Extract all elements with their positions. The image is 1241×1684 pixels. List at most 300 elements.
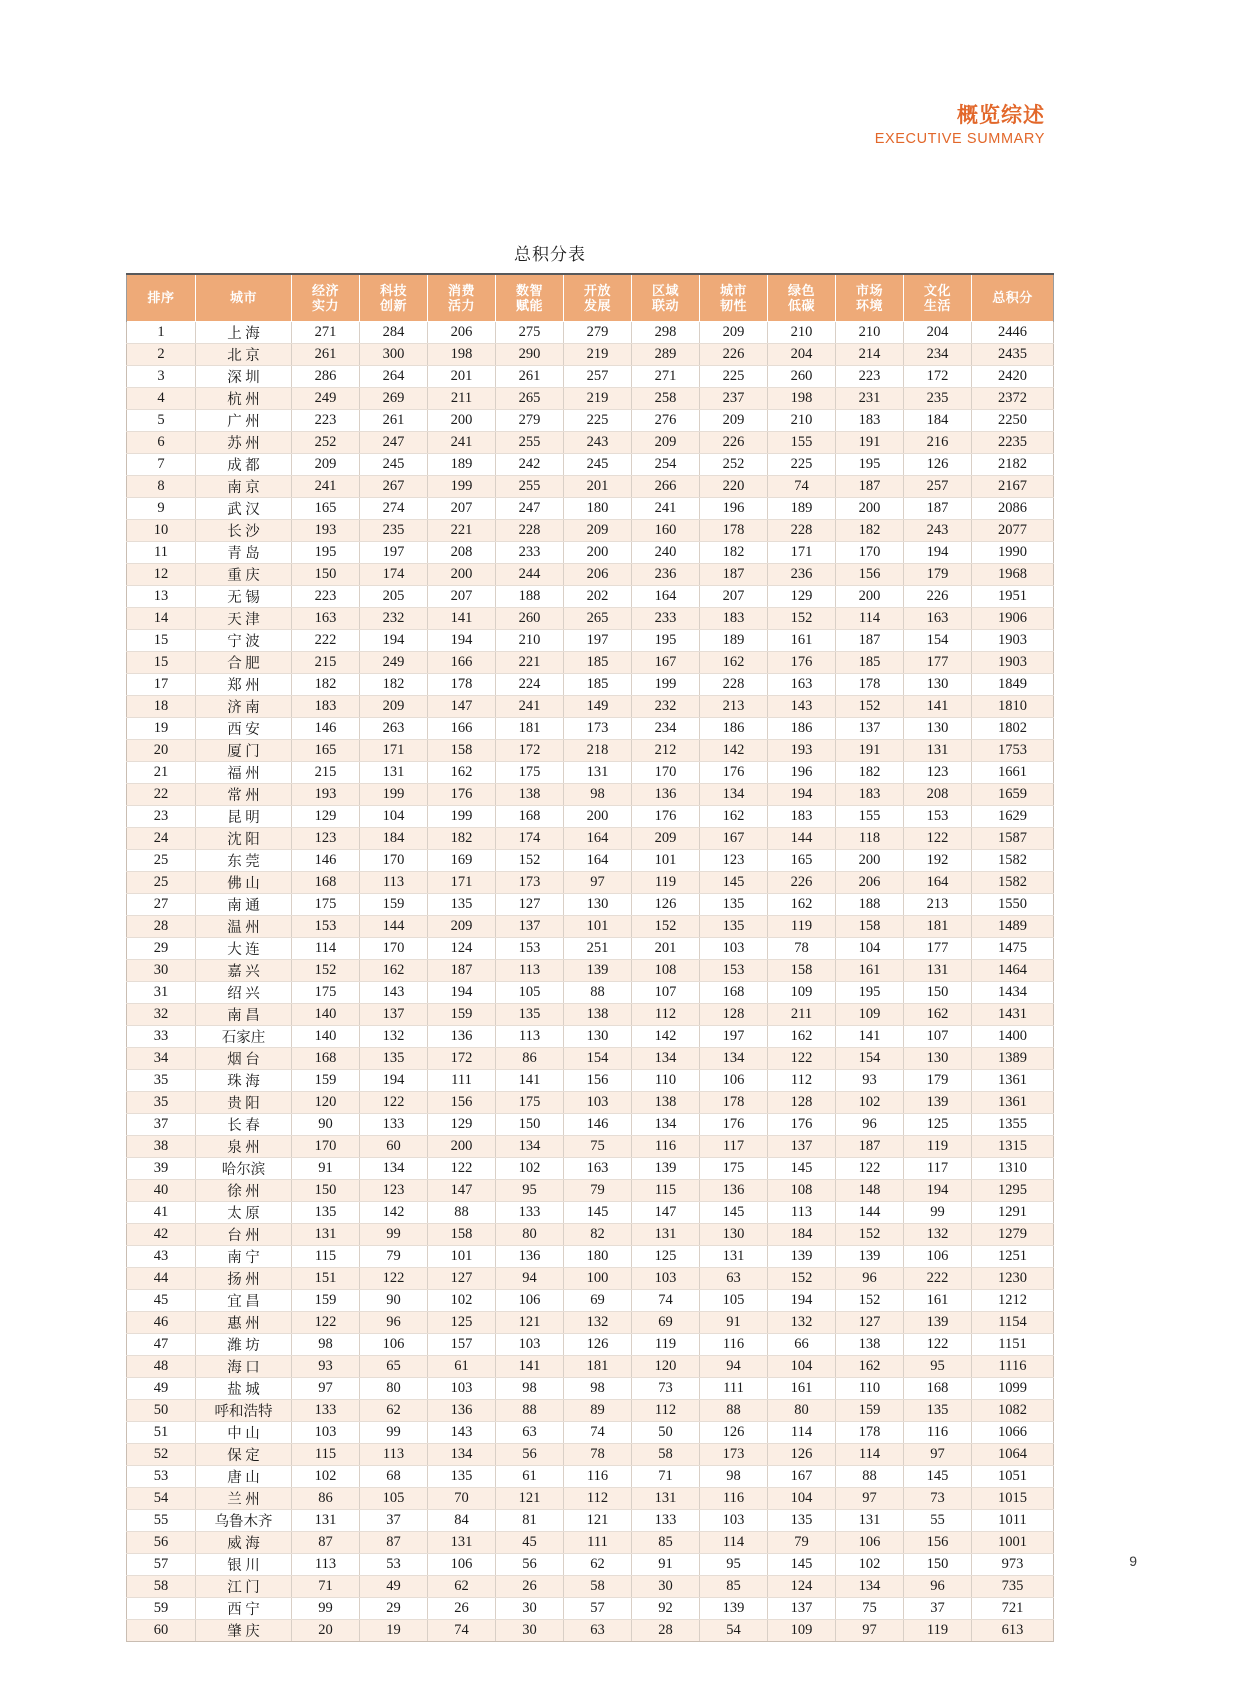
column-header-4[interactable] xyxy=(428,274,496,322)
column-header-7[interactable] xyxy=(632,274,700,322)
cell-dimension-3: 261 xyxy=(496,366,564,388)
table-row[interactable] xyxy=(127,1620,1054,1642)
cell-dimension-6: 116 xyxy=(700,1334,768,1356)
table-row[interactable] xyxy=(127,696,1054,718)
cell-rank: 20 xyxy=(127,740,196,762)
cell-dimension-6: 94 xyxy=(700,1356,768,1378)
table-row[interactable] xyxy=(127,498,1054,520)
cell-dimension-9: 73 xyxy=(904,1488,972,1510)
cell-dimension-9: 95 xyxy=(904,1356,972,1378)
cell-dimension-5: 139 xyxy=(632,1158,700,1180)
table-row[interactable] xyxy=(127,740,1054,762)
table-row[interactable] xyxy=(127,454,1054,476)
table-row[interactable] xyxy=(127,1532,1054,1554)
table-row[interactable] xyxy=(127,1070,1054,1092)
table-row[interactable] xyxy=(127,1180,1054,1202)
cell-total: 1968 xyxy=(972,564,1054,586)
cell-dimension-6: 139 xyxy=(700,1598,768,1620)
table-row[interactable] xyxy=(127,630,1054,652)
table-row[interactable] xyxy=(127,1224,1054,1246)
cell-dimension-7: 124 xyxy=(768,1576,836,1598)
cell-dimension-3: 150 xyxy=(496,1114,564,1136)
cell-total: 2372 xyxy=(972,388,1054,410)
table-row[interactable] xyxy=(127,1488,1054,1510)
table-row[interactable] xyxy=(127,586,1054,608)
cell-dimension-8: 75 xyxy=(836,1598,904,1620)
table-row[interactable] xyxy=(127,388,1054,410)
cell-dimension-3: 105 xyxy=(496,982,564,1004)
cell-city: 保 定 xyxy=(196,1444,292,1466)
column-header-line2: 联动 xyxy=(651,298,679,313)
cell-dimension-1: 249 xyxy=(360,652,428,674)
cell-dimension-7: 66 xyxy=(768,1334,836,1356)
cell-dimension-4: 112 xyxy=(564,1488,632,1510)
cell-rank: 15 xyxy=(127,652,196,674)
cell-dimension-3: 221 xyxy=(496,652,564,674)
cell-dimension-9: 181 xyxy=(904,916,972,938)
table-row[interactable] xyxy=(127,674,1054,696)
cell-dimension-8: 122 xyxy=(836,1158,904,1180)
cell-city: 厦 门 xyxy=(196,740,292,762)
cell-dimension-9: 179 xyxy=(904,1070,972,1092)
cell-total: 1116 xyxy=(972,1356,1054,1378)
cell-dimension-2: 189 xyxy=(428,454,496,476)
table-row[interactable] xyxy=(127,850,1054,872)
cell-dimension-1: 122 xyxy=(360,1268,428,1290)
cell-dimension-6: 63 xyxy=(700,1268,768,1290)
cell-dimension-5: 170 xyxy=(632,762,700,784)
table-row[interactable] xyxy=(127,982,1054,1004)
cell-dimension-3: 106 xyxy=(496,1290,564,1312)
cell-dimension-8: 195 xyxy=(836,982,904,1004)
cell-dimension-0: 71 xyxy=(292,1576,360,1598)
cell-dimension-7: 80 xyxy=(768,1400,836,1422)
cell-total: 1230 xyxy=(972,1268,1054,1290)
cell-total: 1951 xyxy=(972,586,1054,608)
cell-dimension-9: 163 xyxy=(904,608,972,630)
cell-rank: 33 xyxy=(127,1026,196,1048)
column-header-3[interactable] xyxy=(360,274,428,322)
table-row[interactable] xyxy=(127,1114,1054,1136)
table-row[interactable] xyxy=(127,1334,1054,1356)
cell-dimension-3: 181 xyxy=(496,718,564,740)
cell-dimension-2: 70 xyxy=(428,1488,496,1510)
cell-dimension-8: 187 xyxy=(836,630,904,652)
table-row[interactable] xyxy=(127,1576,1054,1598)
cell-dimension-6: 126 xyxy=(700,1422,768,1444)
cell-dimension-5: 254 xyxy=(632,454,700,476)
cell-dimension-2: 171 xyxy=(428,872,496,894)
cell-city: 中 山 xyxy=(196,1422,292,1444)
cell-dimension-0: 168 xyxy=(292,872,360,894)
cell-dimension-3: 121 xyxy=(496,1488,564,1510)
cell-dimension-6: 196 xyxy=(700,498,768,520)
cell-city: 贵 阳 xyxy=(196,1092,292,1114)
running-head xyxy=(875,104,1045,148)
table-row[interactable] xyxy=(127,432,1054,454)
cell-total: 1361 xyxy=(972,1070,1054,1092)
cell-dimension-3: 188 xyxy=(496,586,564,608)
table-row[interactable] xyxy=(127,652,1054,674)
cell-dimension-3: 95 xyxy=(496,1180,564,1202)
cell-dimension-5: 71 xyxy=(632,1466,700,1488)
cell-dimension-7: 162 xyxy=(768,1026,836,1048)
cell-city: 银 川 xyxy=(196,1554,292,1576)
table-row[interactable] xyxy=(127,322,1054,344)
cell-rank: 29 xyxy=(127,938,196,960)
cell-dimension-6: 85 xyxy=(700,1576,768,1598)
score-table-wrapper xyxy=(126,273,1033,1642)
cell-dimension-3: 103 xyxy=(496,1334,564,1356)
cell-dimension-2: 166 xyxy=(428,718,496,740)
cell-total: 2167 xyxy=(972,476,1054,498)
cell-city: 常 州 xyxy=(196,784,292,806)
cell-dimension-3: 141 xyxy=(496,1070,564,1092)
cell-rank: 48 xyxy=(127,1356,196,1378)
column-header-line2: 赋能 xyxy=(515,298,543,313)
cell-dimension-9: 234 xyxy=(904,344,972,366)
column-header-10[interactable] xyxy=(836,274,904,322)
cell-dimension-4: 146 xyxy=(564,1114,632,1136)
cell-dimension-2: 158 xyxy=(428,740,496,762)
table-row[interactable] xyxy=(127,542,1054,564)
table-row[interactable] xyxy=(127,1048,1054,1070)
table-row[interactable] xyxy=(127,1026,1054,1048)
cell-total: 973 xyxy=(972,1554,1054,1576)
cell-city: 深 圳 xyxy=(196,366,292,388)
cell-dimension-5: 58 xyxy=(632,1444,700,1466)
cell-dimension-7: 161 xyxy=(768,1378,836,1400)
column-header-8[interactable] xyxy=(700,274,768,322)
table-row[interactable] xyxy=(127,1158,1054,1180)
cell-dimension-2: 102 xyxy=(428,1290,496,1312)
cell-total: 1659 xyxy=(972,784,1054,806)
cell-dimension-4: 78 xyxy=(564,1444,632,1466)
cell-total: 1361 xyxy=(972,1092,1054,1114)
cell-dimension-1: 99 xyxy=(360,1422,428,1444)
cell-total: 1587 xyxy=(972,828,1054,850)
column-header-12[interactable] xyxy=(972,274,1054,322)
cell-dimension-7: 194 xyxy=(768,1290,836,1312)
table-row[interactable] xyxy=(127,564,1054,586)
cell-city: 兰 州 xyxy=(196,1488,292,1510)
cell-dimension-9: 116 xyxy=(904,1422,972,1444)
cell-dimension-0: 182 xyxy=(292,674,360,696)
cell-dimension-0: 91 xyxy=(292,1158,360,1180)
cell-total: 1475 xyxy=(972,938,1054,960)
cell-total: 735 xyxy=(972,1576,1054,1598)
table-row[interactable] xyxy=(127,1598,1054,1620)
cell-dimension-6: 98 xyxy=(700,1466,768,1488)
cell-dimension-0: 150 xyxy=(292,1180,360,1202)
cell-total: 1082 xyxy=(972,1400,1054,1422)
cell-city: 福 州 xyxy=(196,762,292,784)
cell-dimension-8: 210 xyxy=(836,322,904,344)
table-row[interactable] xyxy=(127,960,1054,982)
cell-dimension-4: 200 xyxy=(564,542,632,564)
cell-dimension-0: 20 xyxy=(292,1620,360,1642)
cell-dimension-3: 136 xyxy=(496,1246,564,1268)
cell-dimension-2: 208 xyxy=(428,542,496,564)
cell-rank: 53 xyxy=(127,1466,196,1488)
cell-dimension-6: 103 xyxy=(700,938,768,960)
table-row[interactable] xyxy=(127,1422,1054,1444)
cell-dimension-2: 178 xyxy=(428,674,496,696)
cell-dimension-3: 26 xyxy=(496,1576,564,1598)
table-row[interactable] xyxy=(127,1268,1054,1290)
cell-dimension-7: 198 xyxy=(768,388,836,410)
cell-dimension-1: 134 xyxy=(360,1158,428,1180)
table-row[interactable] xyxy=(127,1004,1054,1026)
cell-city: 长 沙 xyxy=(196,520,292,542)
column-header-0[interactable] xyxy=(127,274,196,322)
column-header-11[interactable] xyxy=(904,274,972,322)
cell-dimension-6: 176 xyxy=(700,762,768,784)
cell-total: 1906 xyxy=(972,608,1054,630)
cell-dimension-2: 136 xyxy=(428,1400,496,1422)
cell-dimension-6: 209 xyxy=(700,322,768,344)
cell-dimension-2: 131 xyxy=(428,1532,496,1554)
cell-rank: 17 xyxy=(127,674,196,696)
table-row[interactable] xyxy=(127,366,1054,388)
cell-rank: 47 xyxy=(127,1334,196,1356)
cell-dimension-4: 180 xyxy=(564,498,632,520)
cell-total: 1629 xyxy=(972,806,1054,828)
cell-total: 1064 xyxy=(972,1444,1054,1466)
cell-dimension-0: 87 xyxy=(292,1532,360,1554)
cell-dimension-0: 159 xyxy=(292,1290,360,1312)
cell-dimension-5: 108 xyxy=(632,960,700,982)
cell-dimension-8: 152 xyxy=(836,1290,904,1312)
cell-city: 烟 台 xyxy=(196,1048,292,1070)
table-row[interactable] xyxy=(127,1290,1054,1312)
cell-dimension-6: 106 xyxy=(700,1070,768,1092)
cell-rank: 19 xyxy=(127,718,196,740)
cell-dimension-7: 137 xyxy=(768,1136,836,1158)
cell-total: 1400 xyxy=(972,1026,1054,1048)
cell-dimension-6: 117 xyxy=(700,1136,768,1158)
cell-dimension-5: 133 xyxy=(632,1510,700,1532)
cell-rank: 15 xyxy=(127,630,196,652)
table-row[interactable] xyxy=(127,1466,1054,1488)
cell-city: 成 都 xyxy=(196,454,292,476)
cell-rank: 30 xyxy=(127,960,196,982)
cell-dimension-5: 115 xyxy=(632,1180,700,1202)
cell-city: 郑 州 xyxy=(196,674,292,696)
cell-dimension-4: 145 xyxy=(564,1202,632,1224)
cell-total: 2235 xyxy=(972,432,1054,454)
cell-city: 江 门 xyxy=(196,1576,292,1598)
cell-dimension-8: 187 xyxy=(836,1136,904,1158)
cell-total: 1011 xyxy=(972,1510,1054,1532)
cell-dimension-2: 172 xyxy=(428,1048,496,1070)
cell-dimension-2: 88 xyxy=(428,1202,496,1224)
cell-dimension-4: 132 xyxy=(564,1312,632,1334)
table-row[interactable] xyxy=(127,828,1054,850)
cell-dimension-0: 175 xyxy=(292,982,360,1004)
cell-dimension-6: 178 xyxy=(700,1092,768,1114)
table-row[interactable] xyxy=(127,520,1054,542)
table-row[interactable] xyxy=(127,1444,1054,1466)
cell-dimension-9: 130 xyxy=(904,718,972,740)
cell-total: 1903 xyxy=(972,630,1054,652)
table-row[interactable] xyxy=(127,1092,1054,1114)
cell-dimension-3: 61 xyxy=(496,1466,564,1488)
cell-city: 长 春 xyxy=(196,1114,292,1136)
cell-dimension-8: 102 xyxy=(836,1092,904,1114)
cell-dimension-5: 209 xyxy=(632,828,700,850)
cell-dimension-1: 261 xyxy=(360,410,428,432)
table-row[interactable] xyxy=(127,1312,1054,1334)
column-header-line2: 实力 xyxy=(311,298,339,313)
cell-dimension-1: 162 xyxy=(360,960,428,982)
cell-dimension-5: 167 xyxy=(632,652,700,674)
cell-dimension-6: 228 xyxy=(700,674,768,696)
cell-dimension-7: 104 xyxy=(768,1356,836,1378)
cell-dimension-7: 183 xyxy=(768,806,836,828)
cell-dimension-1: 80 xyxy=(360,1378,428,1400)
cell-dimension-9: 125 xyxy=(904,1114,972,1136)
cell-dimension-4: 82 xyxy=(564,1224,632,1246)
cell-dimension-2: 129 xyxy=(428,1114,496,1136)
cell-total: 1903 xyxy=(972,652,1054,674)
cell-dimension-3: 228 xyxy=(496,520,564,542)
table-row[interactable] xyxy=(127,806,1054,828)
table-row[interactable] xyxy=(127,1510,1054,1532)
cell-city: 太 原 xyxy=(196,1202,292,1224)
cell-dimension-7: 74 xyxy=(768,476,836,498)
cell-dimension-6: 142 xyxy=(700,740,768,762)
table-row[interactable] xyxy=(127,718,1054,740)
column-header-5[interactable] xyxy=(496,274,564,322)
table-row[interactable] xyxy=(127,1400,1054,1422)
cell-dimension-7: 236 xyxy=(768,564,836,586)
page-number: 9 xyxy=(1129,1553,1137,1569)
table-row[interactable] xyxy=(127,762,1054,784)
table-row[interactable] xyxy=(127,872,1054,894)
cell-total: 613 xyxy=(972,1620,1054,1642)
cell-total: 1849 xyxy=(972,674,1054,696)
table-row[interactable] xyxy=(127,1554,1054,1576)
cell-dimension-8: 159 xyxy=(836,1400,904,1422)
cell-dimension-5: 91 xyxy=(632,1554,700,1576)
cell-total: 1310 xyxy=(972,1158,1054,1180)
table-row[interactable] xyxy=(127,608,1054,630)
table-row[interactable] xyxy=(127,1202,1054,1224)
cell-dimension-1: 264 xyxy=(360,366,428,388)
column-header-6[interactable] xyxy=(564,274,632,322)
column-header-9[interactable] xyxy=(768,274,836,322)
cell-dimension-9: 194 xyxy=(904,1180,972,1202)
cell-city: 海 口 xyxy=(196,1356,292,1378)
cell-city: 泉 州 xyxy=(196,1136,292,1158)
cell-dimension-4: 100 xyxy=(564,1268,632,1290)
column-header-2[interactable] xyxy=(292,274,360,322)
cell-city: 宜 昌 xyxy=(196,1290,292,1312)
cell-dimension-7: 196 xyxy=(768,762,836,784)
table-row[interactable] xyxy=(127,1356,1054,1378)
cell-dimension-2: 147 xyxy=(428,1180,496,1202)
table-row[interactable] xyxy=(127,1378,1054,1400)
cell-rank: 50 xyxy=(127,1400,196,1422)
cell-dimension-8: 200 xyxy=(836,586,904,608)
cell-dimension-4: 101 xyxy=(564,916,632,938)
cell-rank: 23 xyxy=(127,806,196,828)
table-row[interactable] xyxy=(127,916,1054,938)
column-header-line1: 开放 xyxy=(583,282,611,298)
cell-rank: 21 xyxy=(127,762,196,784)
cell-dimension-7: 228 xyxy=(768,520,836,542)
cell-dimension-2: 199 xyxy=(428,806,496,828)
cell-dimension-9: 162 xyxy=(904,1004,972,1026)
cell-dimension-6: 237 xyxy=(700,388,768,410)
cell-city: 济 南 xyxy=(196,696,292,718)
cell-dimension-5: 160 xyxy=(632,520,700,542)
cell-rank: 39 xyxy=(127,1158,196,1180)
table-row[interactable] xyxy=(127,476,1054,498)
cell-dimension-7: 162 xyxy=(768,894,836,916)
cell-city: 大 连 xyxy=(196,938,292,960)
cell-dimension-7: 145 xyxy=(768,1158,836,1180)
cell-dimension-0: 123 xyxy=(292,828,360,850)
column-header-line1: 文化 xyxy=(923,282,951,298)
table-row[interactable] xyxy=(127,938,1054,960)
table-row[interactable] xyxy=(127,894,1054,916)
cell-dimension-4: 185 xyxy=(564,674,632,696)
cell-dimension-6: 182 xyxy=(700,542,768,564)
cell-dimension-4: 69 xyxy=(564,1290,632,1312)
cell-total: 1291 xyxy=(972,1202,1054,1224)
cell-dimension-7: 112 xyxy=(768,1070,836,1092)
cell-dimension-3: 168 xyxy=(496,806,564,828)
cell-dimension-6: 116 xyxy=(700,1488,768,1510)
table-row[interactable] xyxy=(127,784,1054,806)
cell-total: 2182 xyxy=(972,454,1054,476)
cell-dimension-6: 130 xyxy=(700,1224,768,1246)
cell-dimension-0: 241 xyxy=(292,476,360,498)
cell-dimension-4: 219 xyxy=(564,344,632,366)
cell-dimension-8: 185 xyxy=(836,652,904,674)
cell-dimension-0: 175 xyxy=(292,894,360,916)
cell-dimension-0: 133 xyxy=(292,1400,360,1422)
cell-dimension-2: 111 xyxy=(428,1070,496,1092)
cell-dimension-2: 101 xyxy=(428,1246,496,1268)
cell-dimension-0: 120 xyxy=(292,1092,360,1114)
cell-dimension-3: 242 xyxy=(496,454,564,476)
column-header-1[interactable] xyxy=(196,274,292,322)
cell-dimension-2: 125 xyxy=(428,1312,496,1334)
cell-city: 南 京 xyxy=(196,476,292,498)
table-row[interactable] xyxy=(127,344,1054,366)
cell-dimension-0: 99 xyxy=(292,1598,360,1620)
table-row[interactable] xyxy=(127,1136,1054,1158)
cell-dimension-7: 109 xyxy=(768,1620,836,1642)
cell-dimension-1: 99 xyxy=(360,1224,428,1246)
cell-dimension-3: 113 xyxy=(496,960,564,982)
cell-dimension-7: 152 xyxy=(768,608,836,630)
cell-total: 1810 xyxy=(972,696,1054,718)
cell-dimension-4: 201 xyxy=(564,476,632,498)
cell-dimension-8: 183 xyxy=(836,784,904,806)
cell-dimension-5: 50 xyxy=(632,1422,700,1444)
cell-dimension-1: 171 xyxy=(360,740,428,762)
table-row[interactable] xyxy=(127,410,1054,432)
cell-dimension-8: 183 xyxy=(836,410,904,432)
cell-dimension-1: 144 xyxy=(360,916,428,938)
cell-dimension-3: 121 xyxy=(496,1312,564,1334)
cell-dimension-7: 152 xyxy=(768,1268,836,1290)
table-row[interactable] xyxy=(127,1246,1054,1268)
